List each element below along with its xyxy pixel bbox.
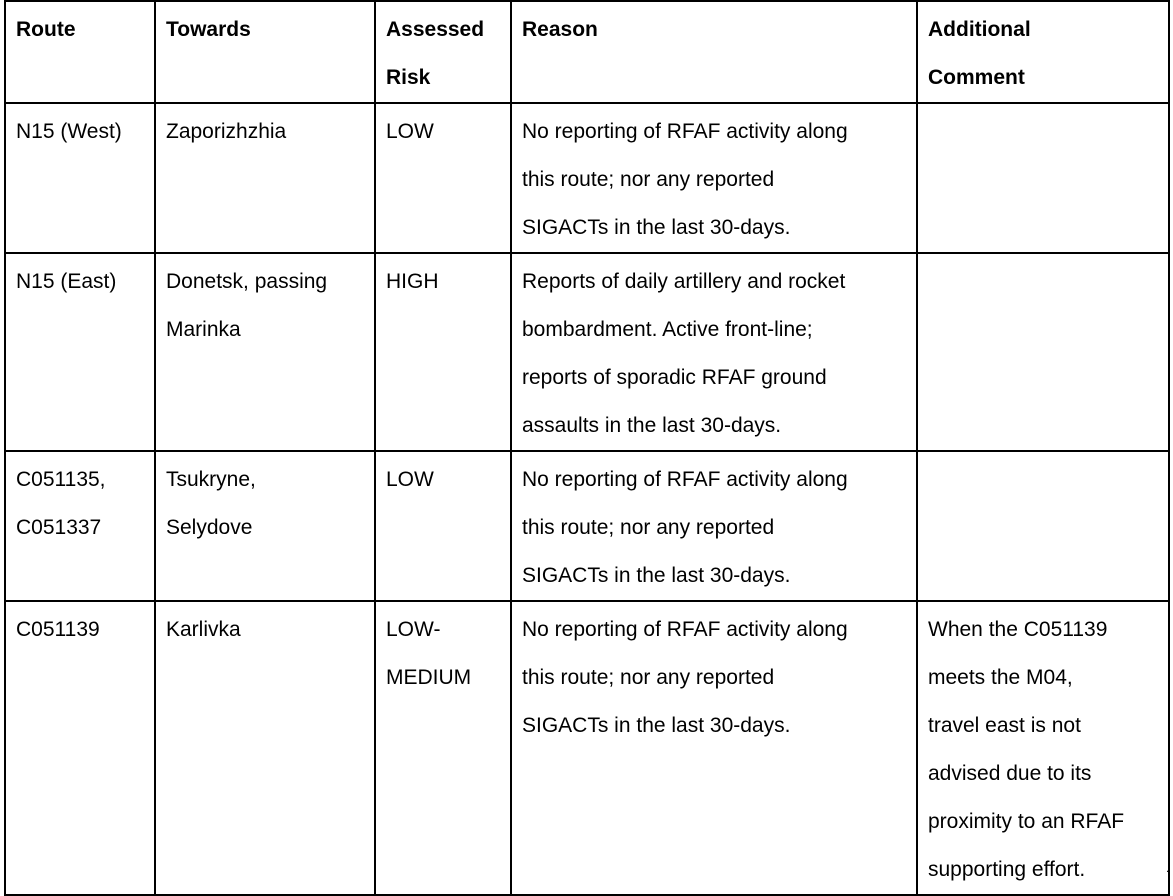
cell-risk: HIGH [375, 253, 511, 451]
header-route: Route [5, 1, 155, 103]
cell-towards: Karlivka [155, 601, 375, 895]
header-towards: Towards [155, 1, 375, 103]
cell-route: C051135, C051337 [5, 451, 155, 601]
cell-reason: No reporting of RFAF activity along this route; nor any reported SIGACTs in the last 30-days. [511, 103, 917, 253]
cell-towards: Donetsk, passing Marinka [155, 253, 375, 451]
cell-comment: When the C051139 meets the M04, travel east is not advised due to its proximity to an RFAF supporting effort. [917, 601, 1169, 895]
route-risk-table [4, 0, 1170, 896]
table-row [5, 451, 1169, 601]
cell-towards: Zaporizhzhia [155, 103, 375, 253]
cell-risk: LOW- MEDIUM [375, 601, 511, 895]
cell-route: N15 (West) [5, 103, 155, 253]
cell-comment [917, 253, 1169, 451]
cell-risk: LOW [375, 451, 511, 601]
header-assessed-risk: Assessed Risk [375, 1, 511, 103]
cell-route: C051139 [5, 601, 155, 895]
header-additional-comment: Additional Comment [917, 1, 1169, 103]
table-header [5, 1, 1169, 103]
cell-towards: Tsukryne, Selydove [155, 451, 375, 601]
cell-comment [917, 103, 1169, 253]
cell-reason: Reports of daily artillery and rocket bombardment. Active front-line; reports of sporadic RFAF ground assaults in the last 30-days. [511, 253, 917, 451]
cell-risk: LOW [375, 103, 511, 253]
cell-comment [917, 451, 1169, 601]
table-body [5, 103, 1169, 895]
header-row [5, 1, 1169, 103]
trailing-period: . [1166, 861, 1170, 875]
table-row [5, 253, 1169, 451]
header-reason: Reason [511, 1, 917, 103]
table-row [5, 601, 1169, 895]
cell-reason: No reporting of RFAF activity along this route; nor any reported SIGACTs in the last 30-days. [511, 601, 917, 895]
table-row [5, 103, 1169, 253]
cell-reason: No reporting of RFAF activity along this route; nor any reported SIGACTs in the last 30-days. [511, 451, 917, 601]
cell-route: N15 (East) [5, 253, 155, 451]
